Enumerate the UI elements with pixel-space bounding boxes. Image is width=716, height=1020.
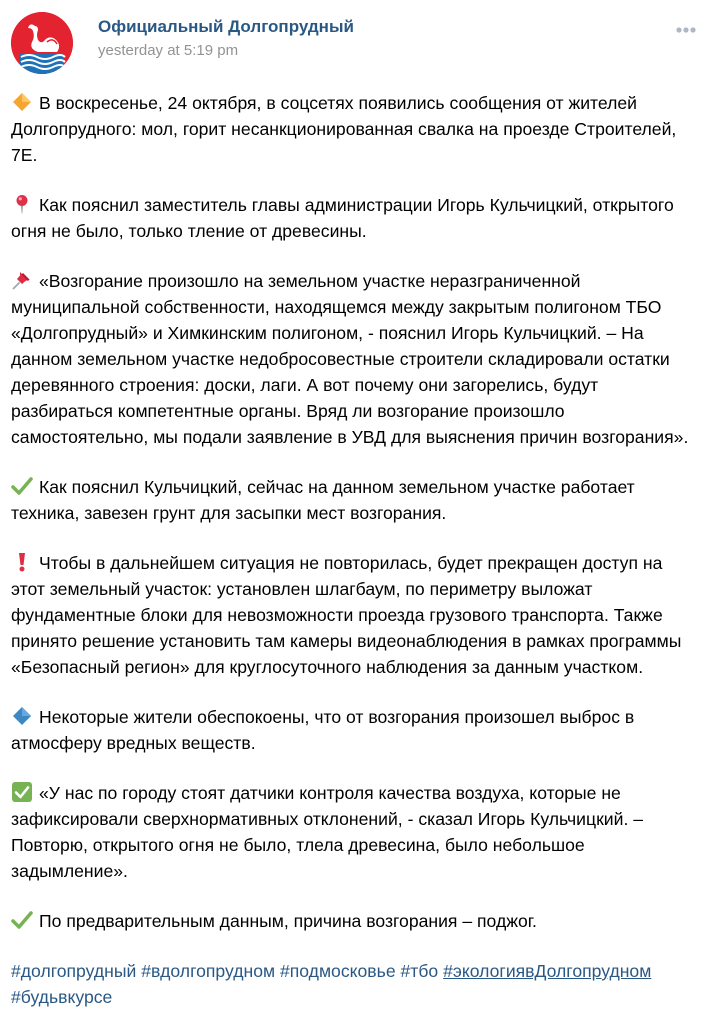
post-timestamp[interactable]: yesterday at 5:19 pm [98,42,239,59]
post-paragraph [11,550,711,680]
author-name[interactable]: Официальный Долгопрудный [98,17,354,36]
post-header [0,0,716,80]
hashtag-link[interactable]: #долгопрудный [11,961,137,981]
avatar[interactable] [11,12,73,74]
post-paragraph [11,474,711,526]
post-paragraph [11,90,711,168]
paragraph-text: Чтобы в дальнейшем ситуация не повторилась, будет прекращен доступ на этот земельный участок: установлен шлагбаум, по периметру выложат фундаментные блоки для невозможности проезда грузового транспорта. Также принято решение установить там камеры видеонаблюдения в рамках программы «Безопасный регион» для круглосуточного наблюдения за данным участком. [11,553,682,677]
more-options-button[interactable] [670,18,702,42]
swan-logo-icon [11,12,73,74]
paragraph-text: В воскресенье, 24 октября, в соцсетях появились сообщения от жителей Долгопрудного: мол, горит несанкционированная свалка на проезде Строителей, 7Е. [11,93,677,165]
hashtag-list [11,958,711,1010]
hashtag-link-hovered[interactable]: #экологиявДолгопрудном [443,961,652,981]
post-paragraph [11,192,711,244]
round-pushpin-icon [11,194,33,214]
check-mark-icon [11,910,33,930]
check-mark-icon [11,476,33,496]
paragraph-text: Как пояснил Кульчицкий, сейчас на данном земельном участке работает техника, завезен грунт для засыпки мест возгорания. [11,477,635,523]
post-paragraph [11,268,711,450]
paragraph-text: Как пояснил заместитель главы администрации Игорь Кульчицкий, открытого огня не было, только тление от древесины. [11,195,674,241]
hashtag-link[interactable]: #будьвкурсе [11,987,113,1007]
post-paragraph [11,908,711,934]
pushpin-icon [11,270,33,290]
paragraph-text: «У нас по городу стоят датчики контроля качества воздуха, которые не зафиксировали сверхнормативных отклонений, - сказал Игорь Кульчицкий. – Повторю, открытого огня не было, тлела древесина, было небольшое задымление». [11,783,643,881]
paragraph-text: По предварительным данным, причина возгорания – поджог. [39,911,537,931]
paragraph-text: «Возгорание произошло на земельном участке неразграниченной муниципальной собственности, находящемся между закрытым полигоном ТБО «Долгопрудный» и Химкинским полигоном, - пояснил Игорь Кульчицкий. – На данном земельном участке недобросовестные строители складировали остатки деревянного строения: доски, лаги. А вот почему они загорелись, будут разбираться компетентные органы. Вряд ли возгорание произошло самостоятельно, мы подали заявление в УВД для выяснения причин возгорания». [11,271,689,447]
paragraph-text: Некоторые жители обеспокоены, что от возгорания произошел выброс в атмосферу вредных веществ. [11,707,635,753]
post-paragraph [11,704,711,756]
hashtag-link[interactable]: #подмосковье [279,961,396,981]
exclamation-icon [11,552,33,572]
hashtag-link[interactable]: #вдолгопрудном [141,961,276,981]
hashtag-link[interactable]: #тбо [400,961,439,981]
post-paragraph [11,780,711,884]
check-box-icon [11,782,33,802]
ellipsis-icon [670,18,702,42]
orange-diamond-icon [11,92,33,112]
post-body [11,90,711,1010]
blue-diamond-icon [11,706,33,726]
